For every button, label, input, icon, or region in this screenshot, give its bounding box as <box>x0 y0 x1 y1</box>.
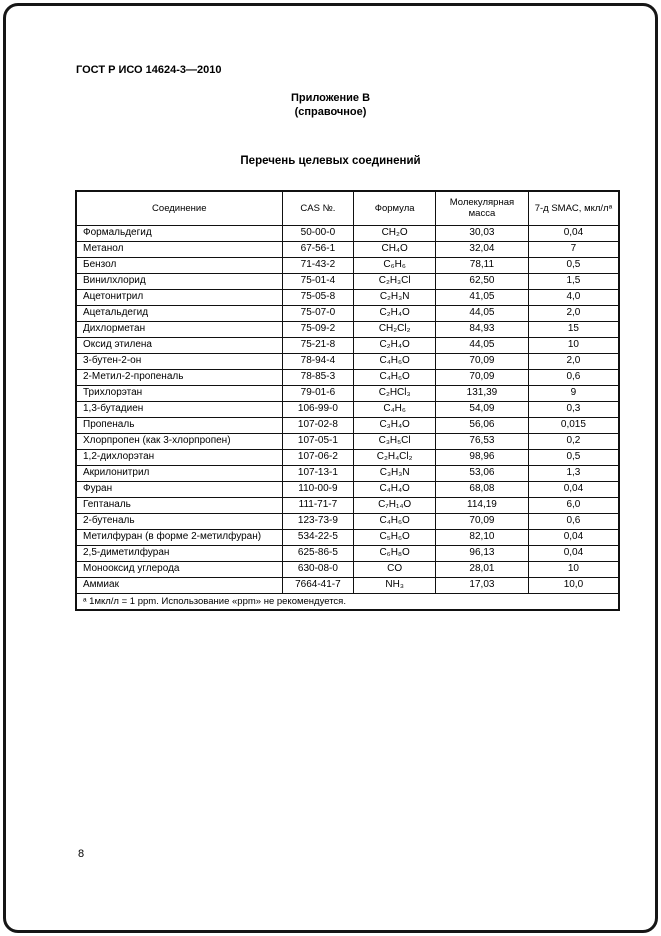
cell-smac-value: 0,3 <box>528 401 619 417</box>
table-row <box>76 273 619 289</box>
compounds-table <box>75 190 620 611</box>
cell-compound-name: Метилфуран (в форме 2-метилфуран) <box>76 529 282 545</box>
table-body <box>76 225 619 593</box>
cell-cas-number: 110-00-9 <box>282 481 354 497</box>
cell-smac-value: 0,6 <box>528 513 619 529</box>
table-row <box>76 401 619 417</box>
cell-formula: C₂H₄O <box>354 337 436 353</box>
table-row <box>76 369 619 385</box>
cell-compound-name: Фуран <box>76 481 282 497</box>
cell-smac-value: 0,04 <box>528 481 619 497</box>
cell-formula: C₆H₆ <box>354 257 436 273</box>
cell-formula: CH₂Cl₂ <box>354 321 436 337</box>
cell-formula: C₂H₃N <box>354 289 436 305</box>
table-row <box>76 225 619 241</box>
cell-formula: C₄H₆ <box>354 401 436 417</box>
cell-molecular-mass: 131,39 <box>436 385 529 401</box>
cell-formula: C₂H₄O <box>354 305 436 321</box>
table-footnote: ᵃ 1мкл/л = 1 ppm. Использование «ppm» не рекомендуется. <box>76 593 619 610</box>
cell-compound-name: Метанол <box>76 241 282 257</box>
cell-smac-value: 0,5 <box>528 257 619 273</box>
cell-cas-number: 123-73-9 <box>282 513 354 529</box>
table-row <box>76 353 619 369</box>
cell-formula: C₆H₈O <box>354 545 436 561</box>
cell-cas-number: 78-94-4 <box>282 353 354 369</box>
table-row <box>76 385 619 401</box>
table-row <box>76 497 619 513</box>
cell-cas-number: 107-02-8 <box>282 417 354 433</box>
cell-formula: CO <box>354 561 436 577</box>
cell-compound-name: Трихлорэтан <box>76 385 282 401</box>
col-header-molecular-mass: Молекулярная масса <box>436 191 529 225</box>
cell-molecular-mass: 78,11 <box>436 257 529 273</box>
cell-cas-number: 71-43-2 <box>282 257 354 273</box>
cell-formula: NH₃ <box>354 577 436 593</box>
table-row <box>76 257 619 273</box>
cell-cas-number: 107-13-1 <box>282 465 354 481</box>
cell-molecular-mass: 54,09 <box>436 401 529 417</box>
table-row <box>76 449 619 465</box>
col-header-cas: CAS №. <box>282 191 354 225</box>
cell-cas-number: 67-56-1 <box>282 241 354 257</box>
cell-smac-value: 6,0 <box>528 497 619 513</box>
cell-compound-name: Оксид этилена <box>76 337 282 353</box>
cell-smac-value: 10,0 <box>528 577 619 593</box>
cell-molecular-mass: 82,10 <box>436 529 529 545</box>
cell-formula: C₄H₆O <box>354 369 436 385</box>
cell-smac-value: 10 <box>528 337 619 353</box>
table-row <box>76 465 619 481</box>
cell-cas-number: 75-07-0 <box>282 305 354 321</box>
col-header-compound: Соединение <box>76 191 282 225</box>
cell-smac-value: 2,0 <box>528 353 619 369</box>
cell-formula: C₃H₅Cl <box>354 433 436 449</box>
cell-molecular-mass: 68,08 <box>436 481 529 497</box>
cell-formula: C₄H₄O <box>354 481 436 497</box>
cell-compound-name: Дихлорметан <box>76 321 282 337</box>
cell-cas-number: 75-05-8 <box>282 289 354 305</box>
cell-cas-number: 625-86-5 <box>282 545 354 561</box>
cell-compound-name: 2,5-диметилфуран <box>76 545 282 561</box>
cell-formula: C₂H₄Cl₂ <box>354 449 436 465</box>
cell-compound-name: 1,3-бутадиен <box>76 401 282 417</box>
cell-compound-name: 3-бутен-2-он <box>76 353 282 369</box>
table-row <box>76 529 619 545</box>
cell-smac-value: 0,015 <box>528 417 619 433</box>
cell-smac-value: 0,2 <box>528 433 619 449</box>
table-row <box>76 289 619 305</box>
cell-molecular-mass: 53,06 <box>436 465 529 481</box>
table-row <box>76 545 619 561</box>
table-row <box>76 241 619 257</box>
cell-smac-value: 0,6 <box>528 369 619 385</box>
cell-compound-name: Пропеналь <box>76 417 282 433</box>
cell-molecular-mass: 17,03 <box>436 577 529 593</box>
cell-smac-value: 2,0 <box>528 305 619 321</box>
cell-smac-value: 0,5 <box>528 449 619 465</box>
cell-cas-number: 7664-41-7 <box>282 577 354 593</box>
cell-molecular-mass: 44,05 <box>436 305 529 321</box>
cell-cas-number: 75-09-2 <box>282 321 354 337</box>
cell-compound-name: 2-бутеналь <box>76 513 282 529</box>
annex-title: Приложение В <box>290 92 371 104</box>
cell-molecular-mass: 44,05 <box>436 337 529 353</box>
cell-molecular-mass: 32,04 <box>436 241 529 257</box>
cell-formula: C₇H₁₄O <box>354 497 436 513</box>
table-header-row <box>76 191 619 225</box>
cell-compound-name: Ацетальдегид <box>76 305 282 321</box>
annex-subtitle: (справочное) <box>294 106 367 118</box>
cell-formula: CH₂O <box>354 225 436 241</box>
cell-molecular-mass: 96,13 <box>436 545 529 561</box>
cell-compound-name: Монооксид углерода <box>76 561 282 577</box>
cell-compound-name: Винилхлорид <box>76 273 282 289</box>
cell-cas-number: 630-08-0 <box>282 561 354 577</box>
cell-formula: CH₄O <box>354 241 436 257</box>
cell-formula: C₂HCl₃ <box>354 385 436 401</box>
cell-molecular-mass: 98,96 <box>436 449 529 465</box>
cell-smac-value: 1,5 <box>528 273 619 289</box>
cell-smac-value: 0,04 <box>528 529 619 545</box>
table-row <box>76 561 619 577</box>
cell-formula: C₄H₆O <box>354 513 436 529</box>
cell-formula: C₃H₄O <box>354 417 436 433</box>
table-row <box>76 433 619 449</box>
cell-molecular-mass: 114,19 <box>436 497 529 513</box>
table-footnote-row <box>76 593 619 610</box>
cell-molecular-mass: 28,01 <box>436 561 529 577</box>
cell-cas-number: 75-21-8 <box>282 337 354 353</box>
cell-smac-value: 9 <box>528 385 619 401</box>
cell-molecular-mass: 62,50 <box>436 273 529 289</box>
col-header-formula: Формула <box>354 191 436 225</box>
cell-cas-number: 75-01-4 <box>282 273 354 289</box>
cell-cas-number: 106-99-0 <box>282 401 354 417</box>
table-title: Перечень целевых соединений <box>240 155 421 167</box>
table-row <box>76 337 619 353</box>
cell-formula: C₃H₃N <box>354 465 436 481</box>
cell-cas-number: 78-85-3 <box>282 369 354 385</box>
table-row <box>76 481 619 497</box>
cell-compound-name: Ацетонитрил <box>76 289 282 305</box>
cell-cas-number: 107-06-2 <box>282 449 354 465</box>
cell-smac-value: 0,04 <box>528 545 619 561</box>
col-header-smac: 7-д SMAC, мкл/лᵃ <box>528 191 619 225</box>
cell-molecular-mass: 70,09 <box>436 369 529 385</box>
cell-compound-name: 2-Метил-2-пропеналь <box>76 369 282 385</box>
page-number: 8 <box>78 848 85 860</box>
cell-molecular-mass: 30,03 <box>436 225 529 241</box>
cell-compound-name: Аммиак <box>76 577 282 593</box>
standard-reference: ГОСТ Р ИСО 14624-3—2010 <box>76 64 222 76</box>
table-row <box>76 577 619 593</box>
cell-molecular-mass: 41,05 <box>436 289 529 305</box>
cell-molecular-mass: 76,53 <box>436 433 529 449</box>
cell-molecular-mass: 56,06 <box>436 417 529 433</box>
cell-cas-number: 107-05-1 <box>282 433 354 449</box>
cell-cas-number: 111-71-7 <box>282 497 354 513</box>
cell-smac-value: 1,3 <box>528 465 619 481</box>
cell-smac-value: 0,04 <box>528 225 619 241</box>
cell-molecular-mass: 84,93 <box>436 321 529 337</box>
cell-cas-number: 534-22-5 <box>282 529 354 545</box>
cell-compound-name: Бензол <box>76 257 282 273</box>
table-row <box>76 417 619 433</box>
cell-formula: C₅H₆O <box>354 529 436 545</box>
cell-smac-value: 10 <box>528 561 619 577</box>
cell-smac-value: 4,0 <box>528 289 619 305</box>
cell-compound-name: Акрилонитрил <box>76 465 282 481</box>
cell-molecular-mass: 70,09 <box>436 513 529 529</box>
cell-smac-value: 7 <box>528 241 619 257</box>
cell-compound-name: Гептаналь <box>76 497 282 513</box>
table-row <box>76 321 619 337</box>
cell-molecular-mass: 70,09 <box>436 353 529 369</box>
cell-formula: C₂H₃Cl <box>354 273 436 289</box>
cell-compound-name: 1,2-дихлорэтан <box>76 449 282 465</box>
cell-formula: C₄H₆O <box>354 353 436 369</box>
cell-cas-number: 79-01-6 <box>282 385 354 401</box>
cell-smac-value: 15 <box>528 321 619 337</box>
table-row <box>76 305 619 321</box>
cell-cas-number: 50-00-0 <box>282 225 354 241</box>
table-row <box>76 513 619 529</box>
cell-compound-name: Формальдегид <box>76 225 282 241</box>
cell-compound-name: Хлорпропен (как 3-хлорпропен) <box>76 433 282 449</box>
